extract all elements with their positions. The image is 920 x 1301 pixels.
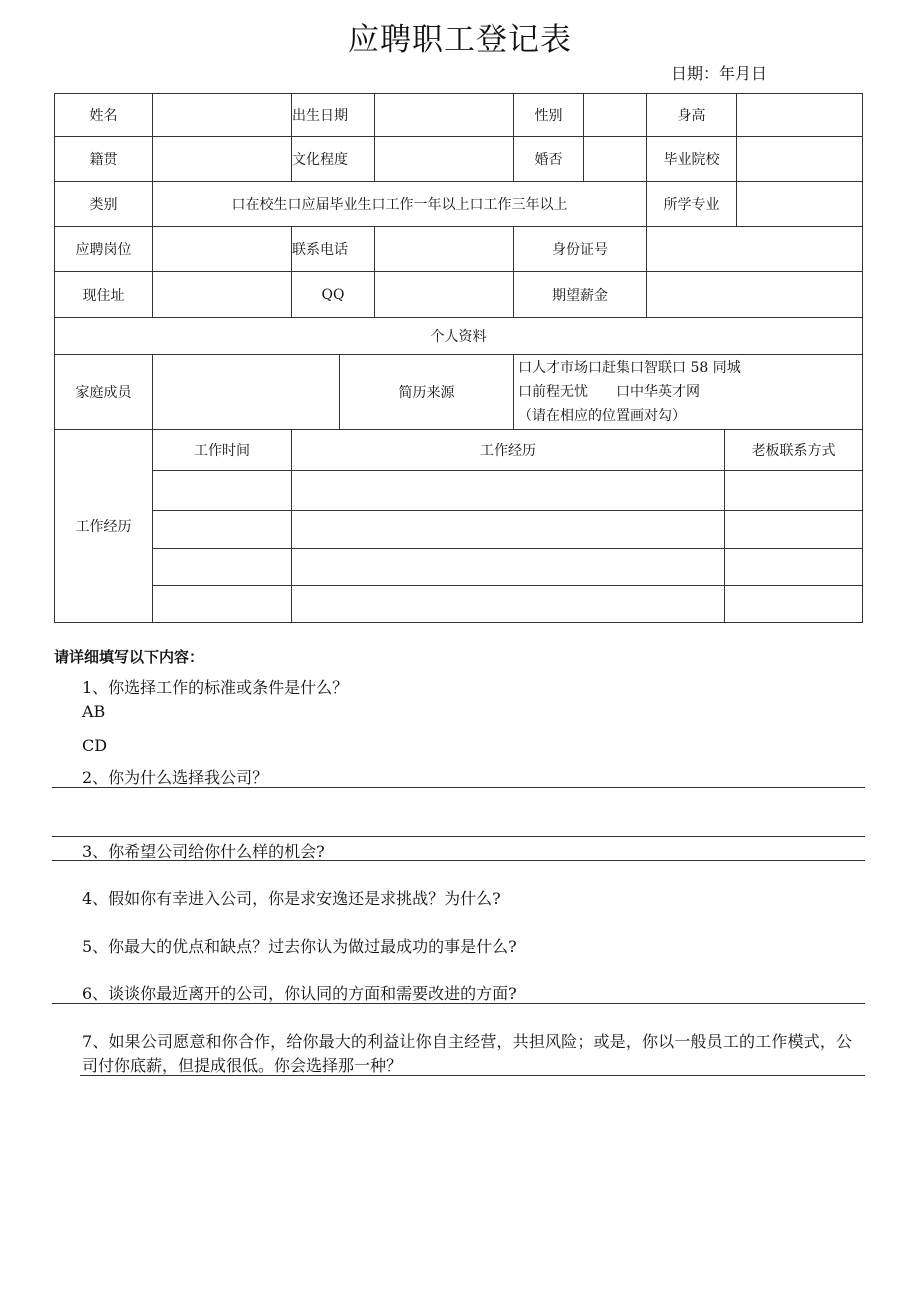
question-1-options-cd: CD — [82, 736, 108, 755]
answer-line[interactable] — [80, 1075, 865, 1076]
input-address[interactable] — [153, 272, 292, 318]
input-major[interactable] — [737, 182, 863, 227]
section-personal-info: 个人资料 — [55, 318, 863, 355]
question-2: 2、你为什么选择我公司？ — [82, 768, 269, 787]
work-history-cell[interactable] — [292, 471, 725, 511]
work-time-cell[interactable] — [153, 586, 292, 623]
label-height: 身高 — [647, 94, 737, 137]
boss-contact-cell[interactable] — [725, 471, 863, 511]
boss-contact-cell[interactable] — [725, 511, 863, 549]
question-4: 4、假如你有幸进入公司，你是求安逸还是求挑战？为什么? — [82, 889, 501, 908]
label-native-place: 籍贯 — [55, 137, 153, 182]
label-work-experience: 工作经历 — [55, 430, 153, 623]
work-history-cell[interactable] — [292, 549, 725, 586]
date-line: 日期：年月日 — [671, 64, 768, 83]
input-education[interactable] — [375, 137, 514, 182]
resume-source-options[interactable] — [514, 355, 863, 430]
label-education: 文化程度 — [292, 137, 375, 182]
source-options-line-1: 口人才市场口赶集口智联口 58 同城 — [518, 360, 741, 376]
input-family[interactable] — [153, 355, 340, 430]
question-6: 6、谈谈你最近离开的公司，你认同的方面和需要改进的方面? — [82, 984, 517, 1003]
label-id-number: 身份证号 — [514, 227, 647, 272]
input-salary[interactable] — [647, 272, 863, 318]
source-options-line-2: 口前程无忧 口中华英才网 — [518, 384, 700, 400]
work-time-cell[interactable] — [153, 549, 292, 586]
header-work-history: 工作经历 — [292, 430, 725, 471]
label-family: 家庭成员 — [55, 355, 153, 430]
answer-line[interactable] — [52, 787, 865, 788]
label-birth-date: 出生日期 — [292, 94, 375, 137]
question-1-options-ab: AB — [82, 702, 106, 721]
label-name: 姓名 — [55, 94, 153, 137]
header-work-time: 工作时间 — [153, 430, 292, 471]
boss-contact-cell[interactable] — [725, 549, 863, 586]
label-category: 类别 — [55, 182, 153, 227]
input-name[interactable] — [153, 94, 292, 137]
label-address: 现住址 — [55, 272, 153, 318]
input-marital[interactable] — [584, 137, 647, 182]
input-gender[interactable] — [584, 94, 647, 137]
question-3: 3、你希望公司给你什么样的机会? — [82, 842, 325, 861]
input-phone[interactable] — [375, 227, 514, 272]
label-gender: 性别 — [514, 94, 584, 137]
source-options-hint: （请在相应的位置画对勾） — [518, 408, 686, 424]
work-history-cell[interactable] — [292, 586, 725, 623]
header-boss-contact: 老板联系方式 — [725, 430, 863, 471]
question-1: 1、你选择工作的标准或条件是什么？ — [82, 678, 349, 697]
input-native-place[interactable] — [153, 137, 292, 182]
work-time-cell[interactable] — [153, 471, 292, 511]
label-major: 所学专业 — [647, 182, 737, 227]
label-salary: 期望薪金 — [514, 272, 647, 318]
label-position: 应聘岗位 — [55, 227, 153, 272]
label-qq: QQ — [292, 272, 375, 318]
registration-table — [54, 93, 863, 623]
input-position[interactable] — [153, 227, 292, 272]
answer-line[interactable] — [52, 836, 865, 837]
question-7: 7、如果公司愿意和你合作，给你最大的利益让你自主经营，共担风险；或是，你以一般员工的工作模式，公司付你底薪，但提成很低。你会选择那一种？ — [82, 1032, 852, 1075]
input-school[interactable] — [737, 137, 863, 182]
answer-line[interactable] — [52, 860, 865, 861]
label-phone: 联系电话 — [292, 227, 375, 272]
input-birth-date[interactable] — [375, 94, 514, 137]
work-time-cell[interactable] — [153, 511, 292, 549]
question-5: 5、你最大的优点和缺点？过去你认为做过最成功的事是什么? — [82, 937, 517, 956]
label-resume-source: 简历来源 — [340, 355, 514, 430]
input-height[interactable] — [737, 94, 863, 137]
questions-heading: 请详细填写以下内容： — [54, 648, 205, 666]
work-history-cell[interactable] — [292, 511, 725, 549]
form-title: 应聘职工登记表 — [348, 22, 572, 58]
answer-line[interactable] — [52, 1003, 865, 1004]
input-id-number[interactable] — [647, 227, 863, 272]
label-marital: 婚否 — [514, 137, 584, 182]
input-qq[interactable] — [375, 272, 514, 318]
label-school: 毕业院校 — [647, 137, 737, 182]
category-options[interactable]: 口在校生口应届毕业生口工作一年以上口工作三年以上 — [153, 182, 647, 227]
boss-contact-cell[interactable] — [725, 586, 863, 623]
